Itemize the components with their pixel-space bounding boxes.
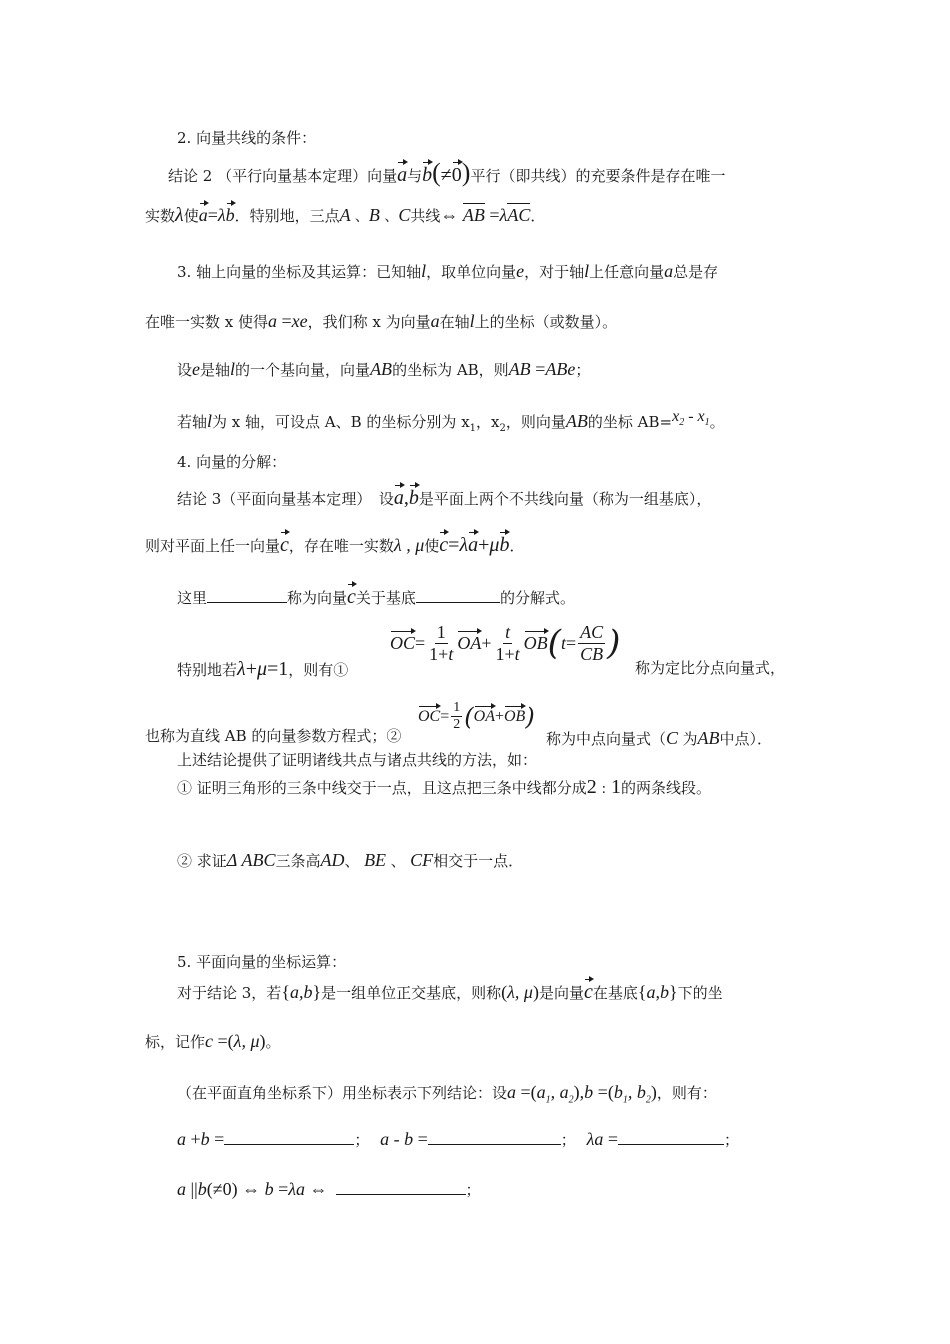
vector-a: a	[664, 261, 674, 281]
vector-c: c	[280, 534, 289, 556]
formula-x2-minus-x1: $x_2 - x_1$	[672, 408, 710, 429]
param-text: 也称为直线 AB 的向量参数方程式；②	[145, 727, 402, 745]
base-vector-e: e	[192, 359, 201, 379]
text: 与	[407, 167, 423, 185]
text: 特别地若	[177, 661, 238, 679]
text: 标，记作	[145, 1033, 206, 1051]
text: 。	[265, 1033, 281, 1051]
formula-a-minus-b: a - b =	[380, 1129, 428, 1149]
text: 称为向量	[287, 589, 348, 607]
coord-lambda-mu: (λ, μ)	[501, 982, 539, 1002]
section-5-line-3	[177, 1083, 717, 1106]
theorem-3-line-2	[145, 535, 524, 555]
segment-ab: AB	[697, 728, 720, 748]
text: 的分解式。	[499, 589, 575, 607]
section-5-line-2	[145, 1032, 281, 1050]
text: ；	[575, 361, 591, 379]
vector-a: a	[397, 164, 408, 186]
operations-line	[177, 1130, 739, 1148]
text: ；	[465, 1181, 481, 1199]
text: 是向量	[538, 984, 584, 1002]
text: 。	[709, 413, 725, 431]
text: ，我们称 x 为向量	[307, 313, 431, 331]
formula-parallel: a ||b(≠0) ⇔ b =λa ⇔	[177, 1179, 328, 1199]
formula-lambda-plus-mu: λ+μ=1	[237, 658, 289, 680]
text: 在唯一实数 x 使得	[145, 313, 268, 331]
formula-a-eq-xe: a =xe	[268, 311, 308, 331]
text: ，则向量	[505, 413, 566, 431]
vector-b-nonzero: b(≠0)	[422, 158, 471, 187]
blank-field[interactable]	[336, 1193, 466, 1195]
text: 为	[682, 730, 698, 748]
formula-a-plus-b: a +b =	[177, 1129, 225, 1149]
lambda-mu: λ , μ	[393, 535, 425, 555]
text: 的坐标 AB=	[587, 413, 673, 431]
vectors-a-b: a,b	[393, 487, 419, 509]
formula-ab-eq-lambda-ac: AB =λAC	[462, 205, 531, 225]
text: 设	[177, 361, 193, 379]
formula-midpoint: OC = $\frac{1}{2}$ ( OA + OB )	[418, 700, 535, 733]
text: 总是存	[673, 263, 719, 281]
vector-a: a	[430, 311, 440, 331]
formula-a-b-coords: $a =(a_1$, $a_2),b =(b_1$, $b_2$)	[507, 1082, 657, 1106]
altitude-be: BE	[359, 850, 391, 870]
text: 、	[390, 852, 406, 870]
parallel-line	[177, 1180, 481, 1198]
text: 在轴	[439, 313, 470, 331]
example-1	[177, 777, 711, 797]
text: 上任意向量	[589, 263, 665, 281]
text: 是轴	[200, 361, 231, 379]
text: 的一个基向量，向量	[235, 361, 371, 379]
text: 上的坐标（或数量）。	[474, 313, 618, 331]
blank-field[interactable]	[618, 1143, 724, 1145]
blank-field[interactable]	[428, 1143, 561, 1145]
theorem-2-line-2	[145, 205, 545, 225]
formula-c-coord: c =(λ, μ)	[205, 1031, 266, 1051]
altitude-cf: CF	[405, 850, 434, 870]
section-2-heading: 2. 向量共线的条件：	[177, 129, 317, 147]
section-4-heading: 4. 向量的分解：	[177, 453, 287, 471]
text: 相交于一点．	[433, 852, 524, 870]
text: 下的坐	[677, 984, 723, 1002]
points-abc: A 、B 、C	[339, 205, 411, 225]
text: ，存在唯一实数	[288, 537, 394, 555]
text: 这里	[177, 589, 208, 607]
text: 3. 轴上向量的坐标及其运算：已知轴	[177, 263, 422, 281]
formula-lambda-a: λa =	[586, 1129, 619, 1149]
text: 为 x 轴，可设点 A、B 的坐标分别为 x	[212, 413, 470, 431]
iff-symbol: ⇔	[440, 205, 463, 225]
formula-c-decomposition: c=λa+μb	[439, 534, 510, 556]
text: 共线	[410, 207, 441, 225]
blank-field[interactable]	[416, 601, 500, 603]
triangle-abc: Δ ABC	[226, 850, 276, 870]
basis-ab: {a,b}	[281, 982, 322, 1002]
section-3-line-1	[177, 262, 718, 280]
section-5-heading: 5. 平面向量的坐标运算：	[177, 953, 347, 971]
basis-ab: {a,b}	[637, 982, 678, 1002]
text: 中点）．	[719, 730, 773, 748]
unit-vector-e: e	[516, 261, 525, 281]
text: ．特别地，三点	[234, 207, 340, 225]
ratio-2-1: 2 : 1	[586, 776, 621, 798]
vector-c: c	[347, 586, 356, 608]
formula-a-eq-lambda-b: a=λb	[198, 205, 235, 225]
text: 的坐标为 AB，则	[392, 361, 509, 379]
vector-ab: AB	[370, 359, 393, 379]
blank-field[interactable]	[224, 1143, 354, 1145]
methods-intro: 上述结论提供了证明诸线共点与诸点共线的方法，如：	[177, 751, 538, 769]
formula-ab-eq-abe: AB =ABe	[508, 359, 576, 379]
text: 使	[424, 537, 440, 555]
axis-l: l	[207, 411, 213, 431]
text: 在基底	[592, 984, 638, 1002]
ratio-text-start	[177, 659, 348, 679]
decomposition-blanks-line	[177, 587, 575, 607]
altitude-ad: AD	[320, 850, 345, 870]
section-3-line-2	[145, 312, 617, 330]
formula-ratio-point: OC = $\frac{1}{1+t}$ OA + $\frac{t}{1+t}$ OB ( t = $\frac{AC}{CB}$ )	[390, 622, 621, 664]
text: ② 求证	[177, 852, 227, 870]
text: ．	[509, 537, 525, 555]
text: ．	[530, 207, 546, 225]
text: 结论 2 （平行向量基本定理）向量	[168, 167, 398, 185]
text: ；	[724, 1131, 740, 1149]
ratio-label: 称为定比分点向量式，	[635, 659, 786, 677]
axis-l: l	[469, 311, 475, 331]
text: ；	[354, 1131, 370, 1149]
axis-l: l	[421, 261, 427, 281]
text: 、	[344, 852, 360, 870]
theorem-3-line-1	[177, 488, 711, 508]
text: （在平面直角坐标系下）用坐标表示下列结论：设	[177, 1084, 508, 1102]
axis-l: l	[584, 261, 590, 281]
text: 关于基底	[355, 589, 416, 607]
midpoint-label	[546, 729, 772, 747]
vector-ab: AB	[565, 411, 588, 431]
text: 使	[183, 207, 199, 225]
vector-c: c	[583, 981, 593, 1003]
text: 是一组单位正交基底，则称	[321, 984, 502, 1002]
text: 是平面上两个不共线向量（称为一组基底），	[418, 490, 712, 508]
text: 对于结论 3，若	[177, 984, 282, 1002]
text: ；	[560, 1131, 576, 1149]
theorem-2-line	[168, 160, 725, 186]
text: 实数	[145, 207, 176, 225]
text: 三条高	[275, 852, 321, 870]
section-5-line-1	[177, 982, 723, 1002]
text: ，对于轴	[524, 263, 585, 281]
point-c: C	[666, 728, 683, 748]
lambda-symbol: λ	[175, 204, 184, 226]
axis-l: l	[230, 359, 236, 379]
text: 平行（即共线）的充要条件是存在唯一	[470, 167, 726, 185]
text: ，则有①	[288, 661, 349, 679]
text: 若轴	[177, 413, 208, 431]
text: ，则有：	[656, 1084, 717, 1102]
example-2	[177, 851, 523, 869]
text: ，取单位向量	[426, 263, 517, 281]
text: 则对平面上任一向量	[145, 537, 281, 555]
blank-field[interactable]	[207, 601, 287, 603]
section-3-line-3	[177, 360, 590, 378]
text: 称为中点向量式（	[546, 730, 667, 748]
text: ① 证明三角形的三条中线交于一点，且这点把三条中线都分成	[177, 779, 587, 797]
text: 结论 3（平面向量基本定理） 设	[177, 490, 394, 508]
text: ，x	[476, 413, 500, 431]
text: 的两条线段。	[620, 779, 711, 797]
section-3-line-4: 若轴l为 x 轴，可设点 A、B 的坐标分别为 $x_1$，$x_2$，则向量AB的坐标 $AB=x_2 - x_1$。	[177, 408, 725, 434]
